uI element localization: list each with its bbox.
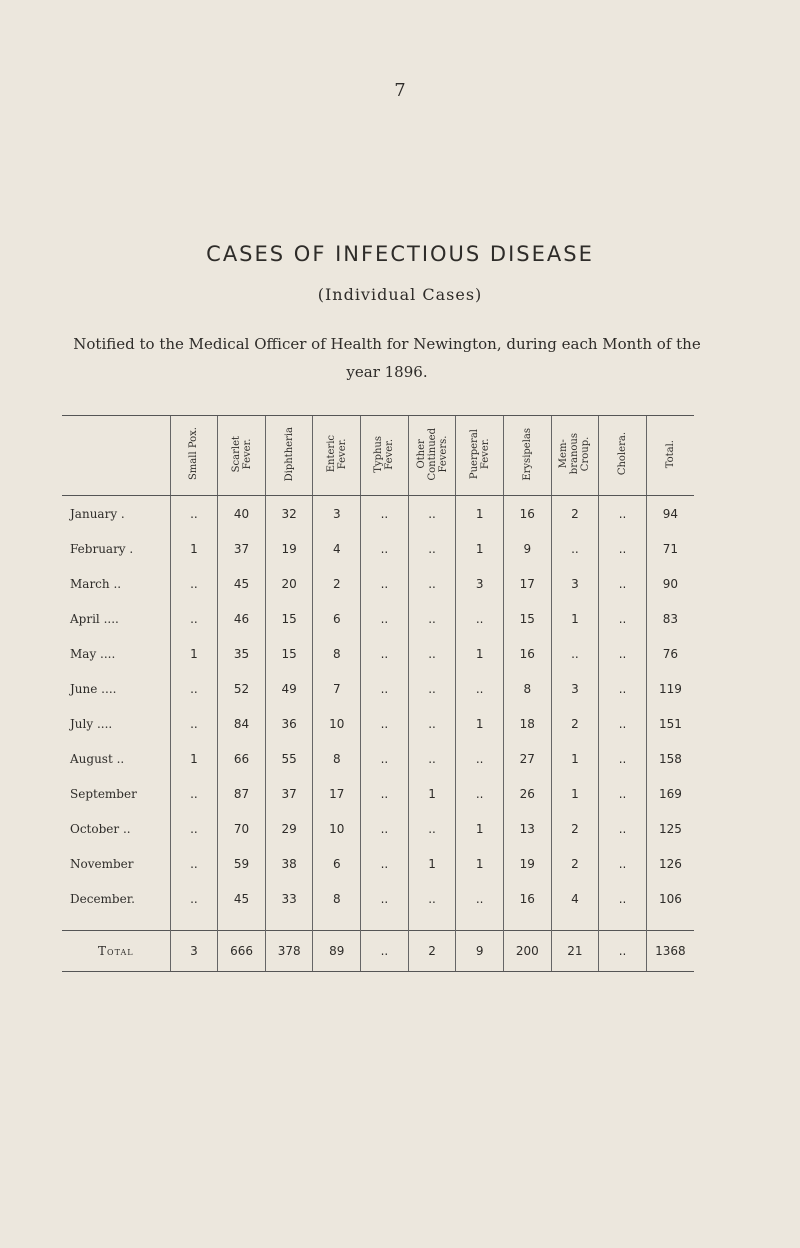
table-cell: 19 bbox=[503, 846, 551, 881]
table-cell: 59 bbox=[218, 846, 266, 881]
table-cell: .. bbox=[599, 811, 647, 846]
column-header: Small Pox. bbox=[170, 416, 218, 496]
table-cell: 1 bbox=[456, 636, 504, 671]
table-cell: 40 bbox=[218, 496, 266, 532]
table-cell: 33 bbox=[265, 881, 313, 916]
table-cell: 6 bbox=[313, 846, 361, 881]
table-cell: 16 bbox=[503, 496, 551, 532]
table-cell: .. bbox=[599, 846, 647, 881]
page-subtitle: (Individual Cases) bbox=[317, 285, 483, 304]
table-cell: .. bbox=[170, 566, 218, 601]
table-cell: .. bbox=[361, 496, 409, 532]
spacer-cell bbox=[646, 916, 694, 931]
column-header: Scarlet Fever. bbox=[218, 416, 266, 496]
table-cell: .. bbox=[361, 566, 409, 601]
spacer-cell bbox=[456, 916, 504, 931]
table-cell: 87 bbox=[218, 776, 266, 811]
table-cell: 119 bbox=[646, 671, 694, 706]
table-cell: 15 bbox=[265, 636, 313, 671]
spacer-cell bbox=[361, 916, 409, 931]
table-cell: .. bbox=[551, 636, 599, 671]
month-label: March .. bbox=[70, 576, 122, 591]
column-header: Typhus Fever. bbox=[361, 416, 409, 496]
table-cell: 52 bbox=[218, 671, 266, 706]
table-cell: 32 bbox=[265, 496, 313, 532]
table-cell: .. bbox=[456, 776, 504, 811]
table-cell: 9 bbox=[503, 531, 551, 566]
column-header: Total. bbox=[646, 416, 694, 496]
table-cell: .. bbox=[408, 706, 456, 741]
table-cell: 16 bbox=[503, 636, 551, 671]
table-cell: 9 bbox=[456, 931, 504, 972]
table-cell: .. bbox=[408, 881, 456, 916]
table-body bbox=[62, 496, 694, 972]
table-cell: 55 bbox=[265, 741, 313, 776]
table-cell: .. bbox=[361, 741, 409, 776]
table-cell: .. bbox=[170, 706, 218, 741]
page-number: 7 bbox=[394, 80, 406, 101]
month-label: July .... bbox=[70, 716, 113, 731]
table-cell: 13 bbox=[503, 811, 551, 846]
spacer-cell bbox=[408, 916, 456, 931]
header-row bbox=[62, 416, 694, 496]
table-cell: 1 bbox=[456, 496, 504, 532]
table-cell: 1 bbox=[456, 811, 504, 846]
table-cell: .. bbox=[170, 671, 218, 706]
table-cell: .. bbox=[599, 776, 647, 811]
table-cell: .. bbox=[361, 811, 409, 846]
table-cell: 76 bbox=[646, 636, 694, 671]
month-label: December. bbox=[70, 891, 135, 906]
table-cell: .. bbox=[170, 496, 218, 532]
table-row bbox=[62, 601, 694, 636]
spacer-cell bbox=[170, 916, 218, 931]
column-header: Other Continued Fevers. bbox=[408, 416, 456, 496]
table-cell: 4 bbox=[313, 531, 361, 566]
month-header bbox=[62, 416, 170, 496]
column-header: Puerperal Fever. bbox=[456, 416, 504, 496]
table-row bbox=[62, 531, 694, 566]
table-cell: 1 bbox=[456, 846, 504, 881]
table-cell: 666 bbox=[218, 931, 266, 972]
table-cell: 15 bbox=[265, 601, 313, 636]
table-cell: 46 bbox=[218, 601, 266, 636]
table-row bbox=[62, 881, 694, 916]
table-row bbox=[62, 741, 694, 776]
table-cell: .. bbox=[361, 671, 409, 706]
table-cell: 126 bbox=[646, 846, 694, 881]
table-cell: 3 bbox=[456, 566, 504, 601]
table-cell: 10 bbox=[313, 811, 361, 846]
table-cell: 151 bbox=[646, 706, 694, 741]
table-cell: 17 bbox=[313, 776, 361, 811]
table-cell: 15 bbox=[503, 601, 551, 636]
month-label: October .. bbox=[70, 821, 131, 836]
table-cell: .. bbox=[408, 741, 456, 776]
table-cell: .. bbox=[361, 776, 409, 811]
table-cell: 2 bbox=[551, 811, 599, 846]
month-label: September bbox=[70, 786, 137, 801]
table-cell: .. bbox=[361, 531, 409, 566]
intro-text: Notified to the Medical Officer of Health for Newington, during each Month of the year 1896. bbox=[73, 335, 701, 381]
table-cell: .. bbox=[599, 671, 647, 706]
table-cell: 106 bbox=[646, 881, 694, 916]
table-cell: 158 bbox=[646, 741, 694, 776]
table-cell: .. bbox=[599, 706, 647, 741]
table-cell: 2 bbox=[313, 566, 361, 601]
table-cell: .. bbox=[599, 636, 647, 671]
table-cell: 2 bbox=[551, 846, 599, 881]
column-header: Erysipelas bbox=[503, 416, 551, 496]
table-row bbox=[62, 671, 694, 706]
table-cell: 2 bbox=[551, 496, 599, 532]
table-cell: 3 bbox=[551, 566, 599, 601]
table-cell: 1 bbox=[408, 846, 456, 881]
table-cell: 1 bbox=[456, 706, 504, 741]
table-cell: .. bbox=[599, 531, 647, 566]
table-cell: .. bbox=[408, 811, 456, 846]
table-cell: 90 bbox=[646, 566, 694, 601]
table-cell: .. bbox=[599, 601, 647, 636]
table-cell: .. bbox=[408, 636, 456, 671]
table-cell: .. bbox=[456, 741, 504, 776]
month-label: November bbox=[70, 856, 134, 871]
spacer-cell bbox=[313, 916, 361, 931]
table-cell: .. bbox=[599, 881, 647, 916]
table-cell: .. bbox=[599, 931, 647, 972]
table-cell: 45 bbox=[218, 566, 266, 601]
table-cell: 2 bbox=[408, 931, 456, 972]
table-cell: 21 bbox=[551, 931, 599, 972]
table-cell: .. bbox=[599, 741, 647, 776]
table-cell: .. bbox=[361, 931, 409, 972]
table-cell: 169 bbox=[646, 776, 694, 811]
table-cell: .. bbox=[361, 601, 409, 636]
table-cell: 17 bbox=[503, 566, 551, 601]
spacer-row bbox=[62, 916, 694, 931]
table-cell: 16 bbox=[503, 881, 551, 916]
total-label: Total bbox=[62, 931, 170, 972]
table-cell: 38 bbox=[265, 846, 313, 881]
table-cell: .. bbox=[599, 496, 647, 532]
table-cell: .. bbox=[408, 601, 456, 636]
table-cell: 200 bbox=[503, 931, 551, 972]
table-cell: 71 bbox=[646, 531, 694, 566]
table-cell: 18 bbox=[503, 706, 551, 741]
table-row bbox=[62, 846, 694, 881]
table-cell: 94 bbox=[646, 496, 694, 532]
month-label: April .... bbox=[70, 611, 119, 626]
table-cell: 3 bbox=[313, 496, 361, 532]
table-cell: 7 bbox=[313, 671, 361, 706]
table-row bbox=[62, 566, 694, 601]
table-cell: .. bbox=[170, 601, 218, 636]
table-cell: 378 bbox=[265, 931, 313, 972]
table-row bbox=[62, 811, 694, 846]
table-row bbox=[62, 636, 694, 671]
table-cell: 89 bbox=[313, 931, 361, 972]
spacer-cell bbox=[62, 916, 170, 931]
table-row bbox=[62, 496, 694, 532]
month-label: August .. bbox=[70, 751, 125, 766]
table-cell: 8 bbox=[313, 741, 361, 776]
page-title: CASES OF INFECTIOUS DISEASE bbox=[206, 242, 594, 266]
spacer-cell bbox=[218, 916, 266, 931]
table-cell: 1 bbox=[170, 741, 218, 776]
table-cell: 1 bbox=[551, 776, 599, 811]
table-cell: 26 bbox=[503, 776, 551, 811]
spacer-cell bbox=[503, 916, 551, 931]
month-label: January . bbox=[70, 506, 125, 521]
table-cell: 27 bbox=[503, 741, 551, 776]
column-header: Cholera. bbox=[599, 416, 647, 496]
table-cell: 84 bbox=[218, 706, 266, 741]
table-cell: .. bbox=[456, 601, 504, 636]
table-cell: 4 bbox=[551, 881, 599, 916]
table-cell: 3 bbox=[170, 931, 218, 972]
table-cell: 45 bbox=[218, 881, 266, 916]
column-header: Mem- branous Croup. bbox=[551, 416, 599, 496]
table-cell: .. bbox=[361, 881, 409, 916]
column-header: Diphtheria bbox=[265, 416, 313, 496]
table-row bbox=[62, 706, 694, 741]
table-cell: 10 bbox=[313, 706, 361, 741]
table-cell: .. bbox=[456, 671, 504, 706]
spacer-cell bbox=[599, 916, 647, 931]
table-cell: 1368 bbox=[646, 931, 694, 972]
table-cell: 1 bbox=[551, 741, 599, 776]
month-label: June .... bbox=[70, 681, 117, 696]
table-cell: 3 bbox=[551, 671, 599, 706]
table-cell: 8 bbox=[313, 636, 361, 671]
table-cell: .. bbox=[408, 531, 456, 566]
table-cell: 36 bbox=[265, 706, 313, 741]
table-cell: 1 bbox=[408, 776, 456, 811]
table-cell: 37 bbox=[218, 531, 266, 566]
spacer-cell bbox=[265, 916, 313, 931]
table-cell: 1 bbox=[456, 531, 504, 566]
table-cell: 8 bbox=[503, 671, 551, 706]
table-cell: .. bbox=[408, 671, 456, 706]
table-cell: 8 bbox=[313, 881, 361, 916]
table-cell: 83 bbox=[646, 601, 694, 636]
table-row bbox=[62, 776, 694, 811]
column-header: Enteric Fever. bbox=[313, 416, 361, 496]
infectious-disease-table bbox=[62, 415, 694, 972]
table-cell: 35 bbox=[218, 636, 266, 671]
table-cell: .. bbox=[599, 566, 647, 601]
table-cell: .. bbox=[361, 846, 409, 881]
table-cell: 1 bbox=[170, 636, 218, 671]
table-cell: .. bbox=[361, 706, 409, 741]
table-cell: .. bbox=[361, 636, 409, 671]
month-label: May .... bbox=[70, 646, 116, 661]
table-cell: 1 bbox=[170, 531, 218, 566]
total-row bbox=[62, 931, 694, 972]
table-cell: 37 bbox=[265, 776, 313, 811]
table-cell: .. bbox=[408, 496, 456, 532]
month-label: February . bbox=[70, 541, 134, 556]
table-cell: 20 bbox=[265, 566, 313, 601]
table-cell: 66 bbox=[218, 741, 266, 776]
table-cell: 6 bbox=[313, 601, 361, 636]
table-cell: 2 bbox=[551, 706, 599, 741]
table-cell: .. bbox=[170, 811, 218, 846]
table-cell: 29 bbox=[265, 811, 313, 846]
table-cell: .. bbox=[170, 776, 218, 811]
table-cell: 125 bbox=[646, 811, 694, 846]
table-cell: .. bbox=[456, 881, 504, 916]
table-cell: 19 bbox=[265, 531, 313, 566]
table-cell: 1 bbox=[551, 601, 599, 636]
table-cell: .. bbox=[408, 566, 456, 601]
table-cell: 49 bbox=[265, 671, 313, 706]
table-cell: 70 bbox=[218, 811, 266, 846]
table-cell: .. bbox=[170, 846, 218, 881]
spacer-cell bbox=[551, 916, 599, 931]
table-cell: .. bbox=[170, 881, 218, 916]
table-cell: .. bbox=[551, 531, 599, 566]
